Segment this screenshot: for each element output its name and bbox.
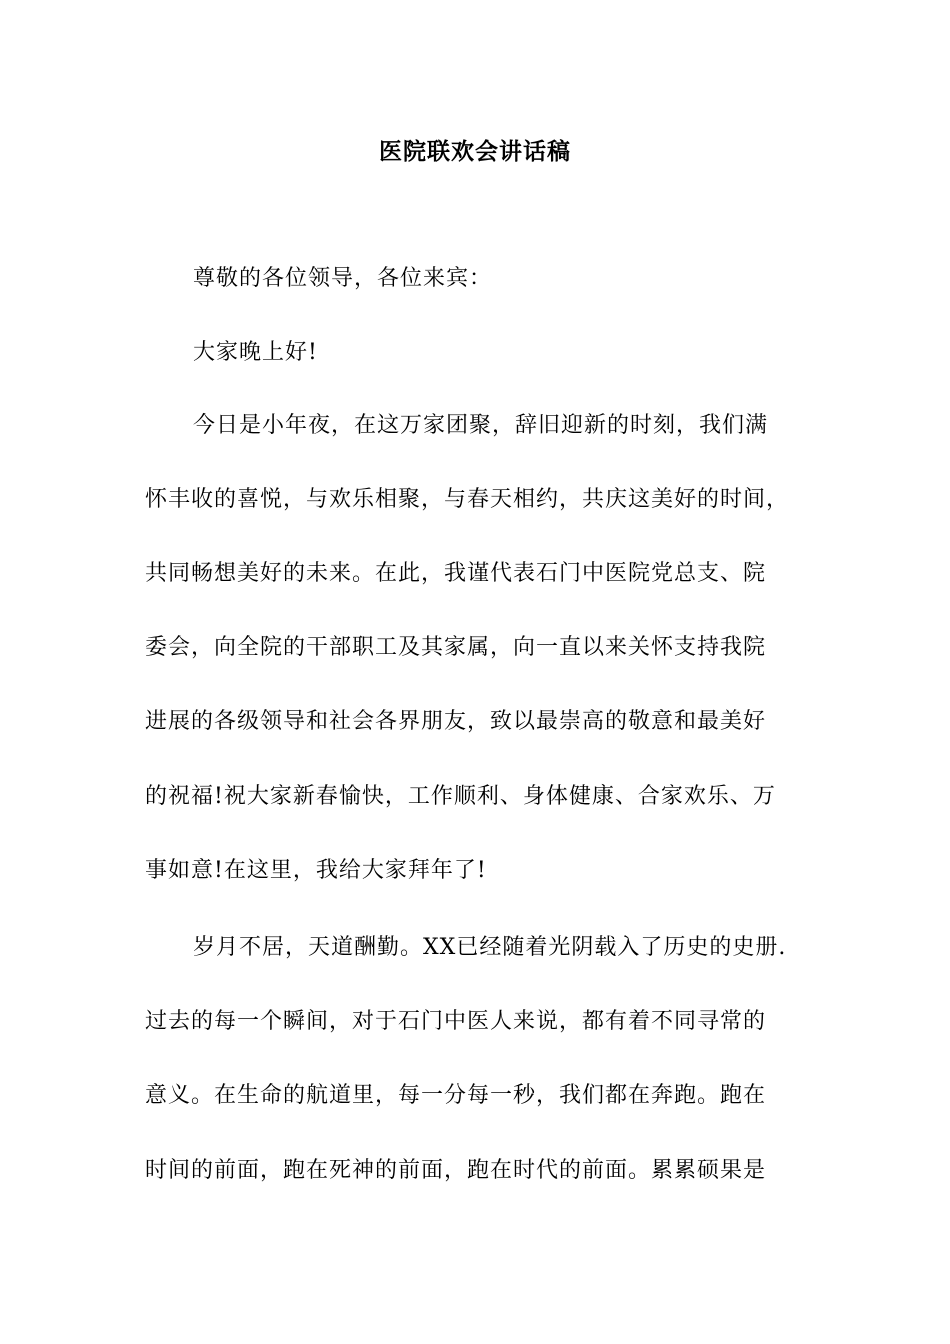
body-line: 的祝福!祝大家新春愉快，工作顺利、身体健康、合家欢乐、万 [145, 784, 776, 809]
greeting-line: 大家晚上好! [193, 340, 318, 365]
body-line: 共同畅想美好的未来。在此，我谨代表石门中医院党总支、院 [145, 561, 767, 586]
body-line: 怀丰收的喜悦，与欢乐相聚，与春天相约，共庆这美好的时间， [145, 487, 790, 512]
body-line: 意义。在生命的航道里，每一分每一秒，我们都在奔跑。跑在 [145, 1083, 767, 1108]
body-line: 过去的每一个瞬间，对于石门中医人来说，都有着不同寻常的 [145, 1009, 767, 1034]
body-line: 事如意!在这里，我给大家拜年了! [145, 858, 487, 883]
body-line: 时间的前面，跑在死神的前面，跑在时代的前面。累累硕果是 [145, 1158, 767, 1183]
body-line: 进展的各级领导和社会各界朋友，致以最崇高的敬意和最美好 [145, 709, 767, 734]
body-line: 委会，向全院的干部职工及其家属，向一直以来关怀支持我院 [145, 635, 767, 660]
document-title: 医院联欢会讲话稿 [379, 138, 571, 165]
salutation-line: 尊敬的各位领导，各位来宾： [193, 266, 493, 291]
body-line: 岁月不居，天道酬勤。XX已经随着光阴载入了历史的史册. [193, 935, 787, 960]
body-line: 今日是小年夜，在这万家团聚，辞旧迎新的时刻，我们满 [193, 413, 769, 438]
